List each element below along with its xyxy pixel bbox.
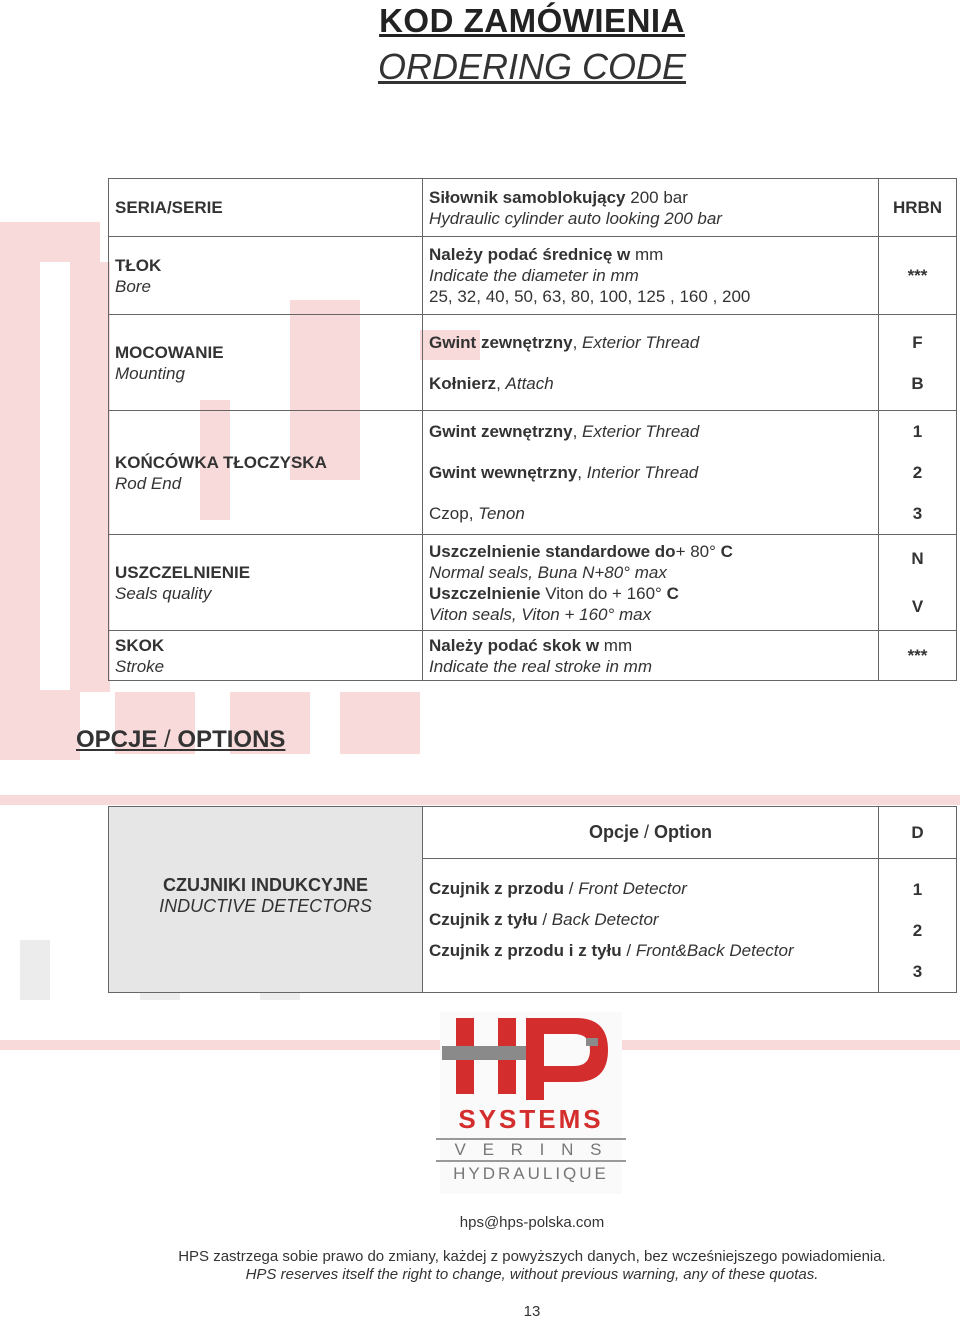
table-row: SERIA/SERIE Siłownik samoblokujący 200 bar Hydraulic cylinder auto looking 200 bar HRBN <box>109 179 957 237</box>
logo-line-verins: V E R I N S <box>436 1138 626 1162</box>
options-heading: OPCJE / OPTIONS <box>76 726 286 753</box>
code-value: F <box>912 332 923 352</box>
page-title-pl: KOD ZAMÓWIENIA <box>379 2 685 39</box>
table-row: KOŃCÓWKA TŁOCZYSKA Rod End Gwint zewnętrzny, Exterior Thread Gwint wewnętrzny, Interior Thread Czop, Tenon 1 2 3 <box>109 411 957 535</box>
logo-line-hydraulique: HYDRAULIQUE <box>453 1164 609 1183</box>
code-value: 2 <box>912 463 923 482</box>
code-value: HRBN <box>892 198 943 217</box>
hp-systems-logo <box>436 1008 626 1198</box>
disclaimer-pl: HPS zastrzega sobie prawo do zmiany, każdej z powyższych danych, bez wcześniejszego powiadomienia. <box>178 1248 886 1265</box>
code-value: 3 <box>912 504 923 523</box>
table-row: Opcje / Option D <box>109 807 957 859</box>
code-value: D <box>911 822 924 842</box>
code-value: B <box>911 373 924 393</box>
page-number: 13 <box>523 1303 541 1320</box>
code-value: *** <box>907 646 928 665</box>
row-label: SERIA/SERIE <box>115 198 223 217</box>
table-row: CZUJNIKI INDUKCYJNE INDUCTIVE DETECTORS Czujnik z przodu / Front Detector Czujnik z tyłu / Back Detector Czujnik z przodu i z tyłu / Front&Back Detector 1 2 3 <box>109 859 957 993</box>
disclaimer-en: HPS reserves itself the right to change, without previous warning, any of these quotas. <box>245 1266 819 1283</box>
page-title-en: ORDERING CODE <box>377 46 687 87</box>
table-row: SKOK Stroke Należy podać skok w mm Indicate the real stroke in mm *** <box>109 631 957 681</box>
code-value: 2 <box>912 921 923 940</box>
code-value: N <box>911 548 924 568</box>
code-value: 1 <box>912 422 923 441</box>
table-row: MOCOWANIE Mounting Gwint zewnętrzny, Exterior Thread Kołnierz, Attach F B <box>109 315 957 411</box>
logo-line-systems: SYSTEMS <box>458 1104 604 1134</box>
table-row: USZCZELNIENIE Seals quality Uszczelnienie standardowe do+ 80° C Normal seals, Buna N+80° max Uszczelnienie Viton do + 160° C Viton seals, Viton + 160° max N V <box>109 535 957 631</box>
code-value: 1 <box>912 880 923 899</box>
code-value: V <box>911 596 924 616</box>
contact-email: hps@hps-polska.com <box>459 1214 605 1231</box>
options-table <box>108 806 957 993</box>
code-value: 3 <box>912 962 923 981</box>
code-value: *** <box>907 266 928 285</box>
ordering-code-table <box>108 178 957 681</box>
table-row: TŁOK Bore Należy podać średnicę w mm Indicate the diameter in mm 25, 32, 40, 50, 63, 80, 100, 125 , 160 , 200 *** <box>109 237 957 315</box>
